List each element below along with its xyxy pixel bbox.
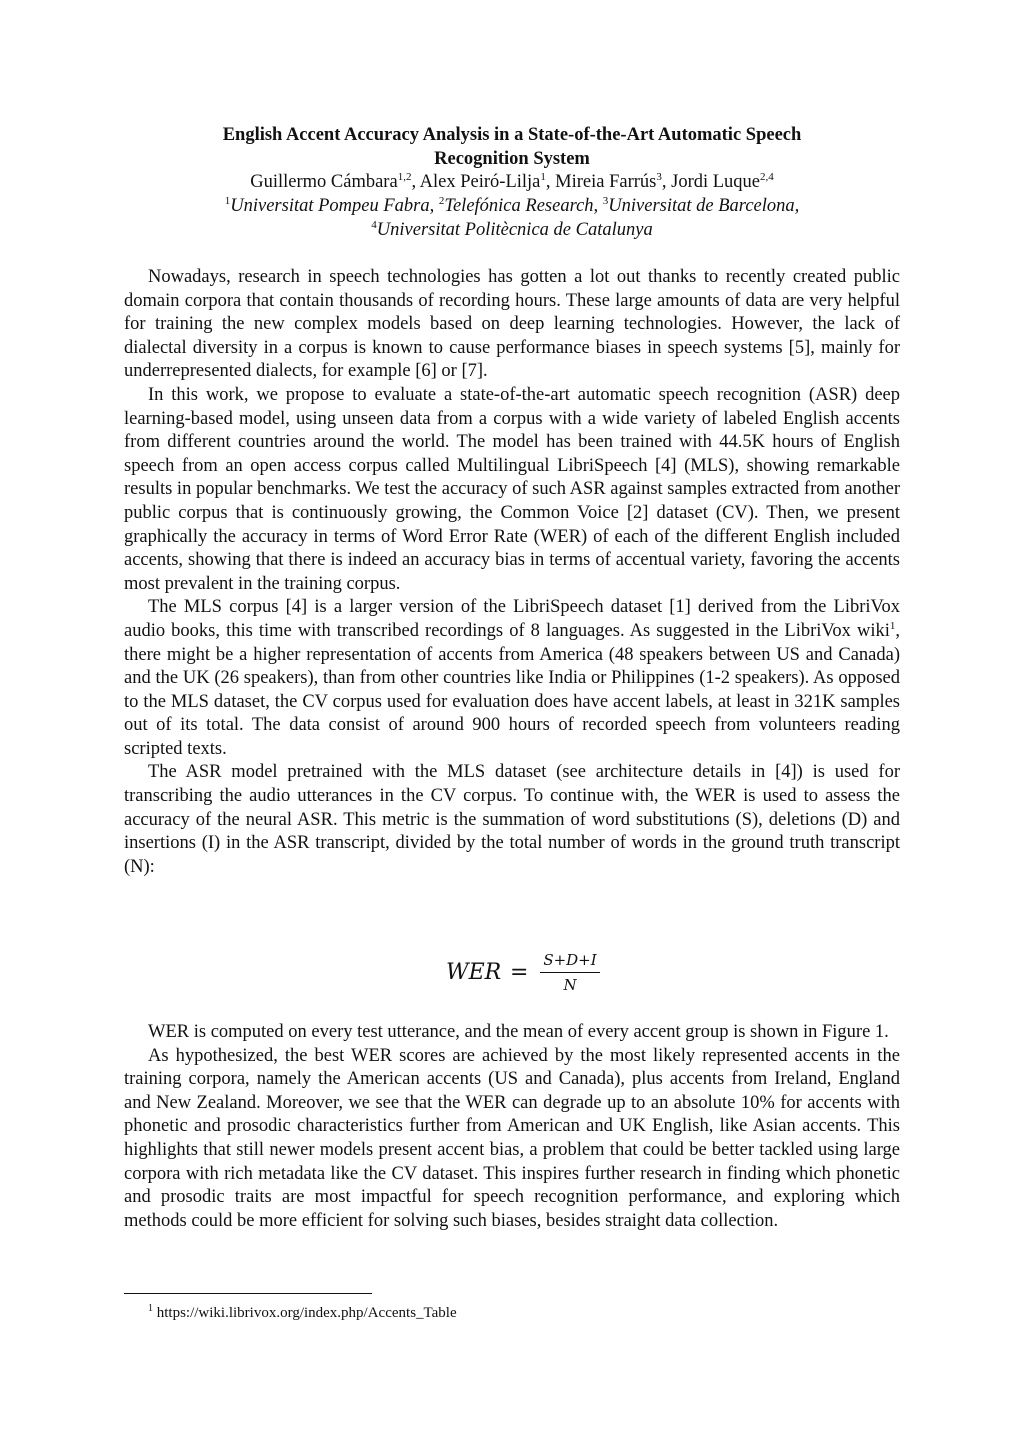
paragraph-text: , there might be a higher representation of accents from America (48 speakers between US and Canada) and the UK (26 speakers), than from other countries like India or Philippines (1-2 speakers). As opposed to the MLS dataset, the CV corpus used for evaluation does have accent labels, at least in 321K samples out of its total. The data consist of around 900 hours of recorded speech from volunteers reading scripted texts. (124, 620, 900, 759)
equation-lhs: WER (446, 960, 502, 985)
affiliation-marker: 2 (438, 194, 445, 207)
footnote-marker: 1 (148, 1303, 153, 1314)
paragraph-proposal: In this work, we propose to evaluate a state-of-the-art automatic speech recognition (ASR) deep learning-based model, using unseen data from a corpus with a wide variety of labeled English accents from different countries around the world. The model has been trained with 44.5K hours of English speech from an open access corpus called Multilingual LibriSpeech [4] (MLS), showing remarkable results in popular benchmarks. We test the accuracy of such ASR against samples extracted from another public corpus that is continuously growing, the Common Voice [2] dataset (CV). Then, we present graphically the accuracy in terms of Word Error Rate (WER) of each of the different English included accents, showing that there is indeed an accuracy bias in terms of accentual variety, favoring the accents most prevalent in the training corpus. (124, 384, 900, 594)
paragraph-text: The MLS corpus [4] is a larger version of the LibriSpeech dataset [1] derived from the LibriVox audio books, this time with transcribed recordings of 8 languages. As suggested in the LibriVox wiki (124, 597, 900, 641)
body-text-continued (124, 1021, 900, 1233)
wer-equation (420, 951, 620, 1000)
affiliation-marker: 4 (371, 218, 377, 231)
author-name: , Jordi Luque (661, 172, 761, 192)
author-affiliation-marker: 1 (540, 170, 546, 183)
footnote-url: https://wiki.librivox.org/index.php/Accents_Table (153, 1305, 457, 1321)
body-text (124, 266, 900, 879)
author-affiliation-marker: 3 (656, 170, 662, 183)
equation-numerator: S+D+I (543, 951, 597, 969)
title-line-1: English Accent Accuracy Analysis in a State-of-the-Art Automatic Speech (222, 125, 802, 145)
paragraph-intro: Nowadays, research in speech technologies has gotten a lot out thanks to recently created public domain corpora that contain thousands of recording hours. These large amounts of data are very helpful for training the new complex models based on deep learning technologies. However, the lack of dialectal diversity in a corpus is known to cause performance biases in speech systems [5], mainly for underrepresented dialects, for example [6] or [7]. (124, 267, 900, 382)
paragraph-mls-corpus (124, 596, 900, 761)
affiliation-line-2 (124, 218, 900, 242)
title-line-2: Recognition System (434, 149, 590, 169)
equation-denominator: N (563, 976, 577, 994)
author-affiliation-marker: 2,4 (760, 170, 774, 183)
affiliation-name: Universitat Pompeu Fabra, (230, 196, 439, 216)
author-name: , Mireia Farrús (545, 172, 657, 192)
affiliation-list (124, 194, 900, 242)
author-name: , Alex Peiró-Lilja (411, 172, 541, 192)
author-affiliation-marker: 1,2 (397, 170, 412, 183)
author-list (124, 170, 900, 194)
author-name: Guillermo Cámbara (250, 172, 398, 192)
affiliation-line-1 (124, 194, 900, 218)
footnote-divider (124, 1293, 372, 1294)
equation-equals-sign: = (510, 960, 529, 985)
affiliation-marker: 3 (602, 194, 609, 207)
paragraph-wer-computation: WER is computed on every test utterance, and the mean of every accent group is shown in Figure 1. (148, 1022, 889, 1042)
footnote-reference: 1 (889, 619, 896, 632)
affiliation-marker: 1 (224, 194, 231, 207)
affiliation-name: Telefónica Research, (444, 196, 603, 216)
affiliation-name: Universitat Politècnica de Catalunya (376, 220, 653, 240)
footnote (148, 1303, 457, 1323)
fraction-bar (540, 972, 600, 973)
affiliation-name: Universitat de Barcelona, (608, 196, 800, 216)
paper-title (124, 123, 900, 171)
paragraph-results: As hypothesized, the best WER scores are achieved by the most likely represented accents in the training corpora, namely the American accents (US and Canada), plus accents from Ireland, England and New Zealand. Moreover, we see that the WER can degrade up to an absolute 10% for accents with phonetic and prosodic characteristics further from American and UK English, like Asian accents. This highlights that still newer models present accent bias, a problem that could be better tackled using large corpora with rich metadata like the CV dataset. This inspires further research in finding which phonetic and prosodic traits are most impactful for speech recognition performance, and exploring which methods could be more efficient for solving such biases, besides straight data collection. (124, 1045, 900, 1231)
paragraph-asr-model: The ASR model pretrained with the MLS dataset (see architecture details in [4]) is used for transcribing the audio utterances in the CV corpus. To continue with, the WER is used to assess the accuracy of the neural ASR. This metric is the summation of word substitutions (S), deletions (D) and insertions (I) in the ASR transcript, divided by the total number of words in the ground truth transcript (N): (124, 762, 900, 877)
